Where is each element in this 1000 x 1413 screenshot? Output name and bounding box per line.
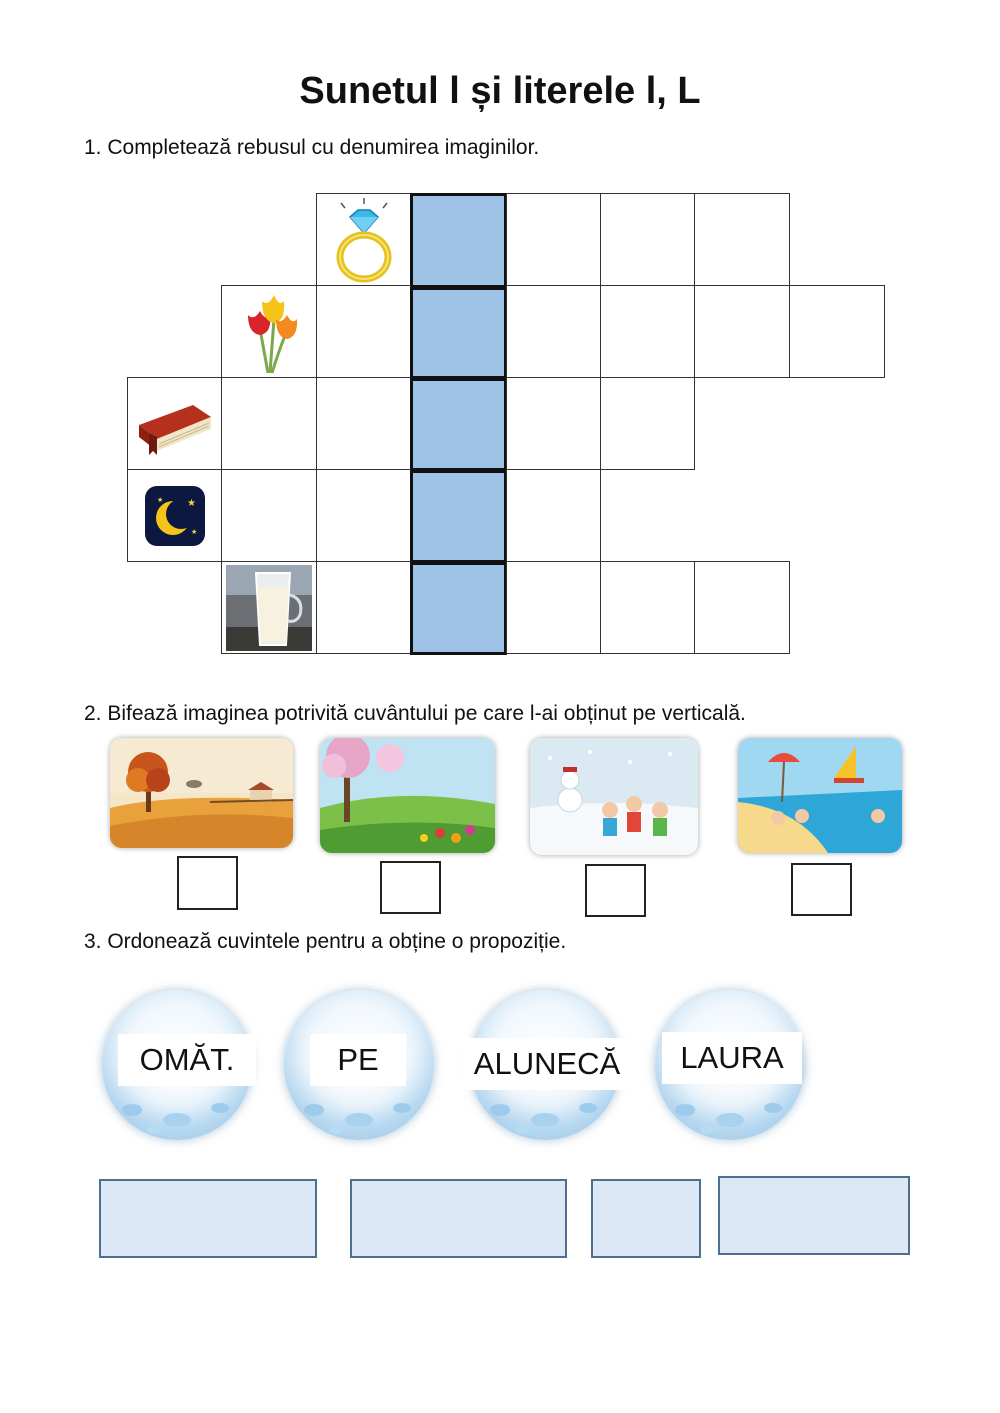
crossword-cell[interactable]: [600, 561, 695, 654]
instruction-1: 1. Completează rebusul cu denumirea imaginilor.: [84, 136, 540, 159]
word-card[interactable]: PE: [310, 1034, 406, 1086]
answer-slot[interactable]: [718, 1176, 910, 1255]
checkbox-winter[interactable]: [585, 864, 646, 917]
checkbox-autumn[interactable]: [177, 856, 238, 910]
crossword-cell[interactable]: [316, 285, 411, 378]
checkbox-summer[interactable]: [791, 863, 852, 916]
ring-icon: [331, 197, 397, 283]
book-icon: [135, 391, 215, 457]
clue-cell-moon: [127, 469, 222, 562]
page-title: Sunetul l și literele l, L: [299, 70, 701, 112]
answer-slot[interactable]: [591, 1179, 701, 1258]
summer-scene: [738, 738, 902, 853]
svg-text:★: ★: [186, 497, 196, 509]
winter-scene: [530, 738, 698, 855]
crossword-cell[interactable]: [694, 561, 790, 654]
autumn-scene: [110, 738, 293, 848]
crossword-cell[interactable]: [316, 377, 411, 470]
key-cell[interactable]: [410, 470, 507, 563]
crossword-cell[interactable]: [506, 193, 601, 286]
checkbox-spring[interactable]: [380, 861, 441, 914]
instruction-3: 3. Ordonează cuvintele pentru a obține o propoziție.: [84, 930, 567, 953]
instruction-2: 2. Bifează imaginea potrivită cuvântului pe care l-ai obținut pe verticală.: [84, 702, 746, 725]
word-card[interactable]: LAURA: [662, 1032, 802, 1084]
spring-scene: [320, 738, 495, 853]
answer-slot[interactable]: [99, 1179, 317, 1258]
crossword-cell[interactable]: [694, 193, 790, 286]
crossword-cell[interactable]: [600, 377, 695, 470]
word-card[interactable]: OMĂT.: [118, 1034, 256, 1086]
key-cell[interactable]: [410, 193, 507, 288]
crossword-cell[interactable]: [694, 285, 790, 378]
word-card[interactable]: ALUNECĂ: [462, 1038, 632, 1090]
crossword-cell[interactable]: [506, 469, 601, 562]
answer-slot[interactable]: [350, 1179, 567, 1258]
clue-cell-book: [127, 377, 222, 470]
crossword-cell[interactable]: [221, 469, 317, 562]
crossword-cell[interactable]: [221, 377, 317, 470]
key-cell[interactable]: [410, 378, 507, 471]
crossword-cell[interactable]: [600, 285, 695, 378]
crossword-cell[interactable]: [316, 469, 411, 562]
svg-text:★: ★: [156, 495, 163, 504]
crossword-cell[interactable]: [506, 377, 601, 470]
svg-text:★: ★: [190, 527, 197, 536]
crossword-cell[interactable]: [789, 285, 885, 378]
crossword-cell[interactable]: [316, 561, 411, 654]
crossword-cell[interactable]: [506, 561, 601, 654]
key-cell[interactable]: [410, 562, 507, 655]
moon-icon: [143, 484, 207, 548]
milk-glass-icon: [226, 565, 312, 651]
clue-cell-milk: [221, 561, 317, 654]
clue-cell-tulips: [221, 285, 317, 378]
crossword-cell[interactable]: [506, 285, 601, 378]
crossword-cell[interactable]: [600, 193, 695, 286]
key-cell[interactable]: [410, 287, 507, 379]
clue-cell-ring: [316, 193, 412, 286]
tulips-icon: [234, 289, 304, 375]
